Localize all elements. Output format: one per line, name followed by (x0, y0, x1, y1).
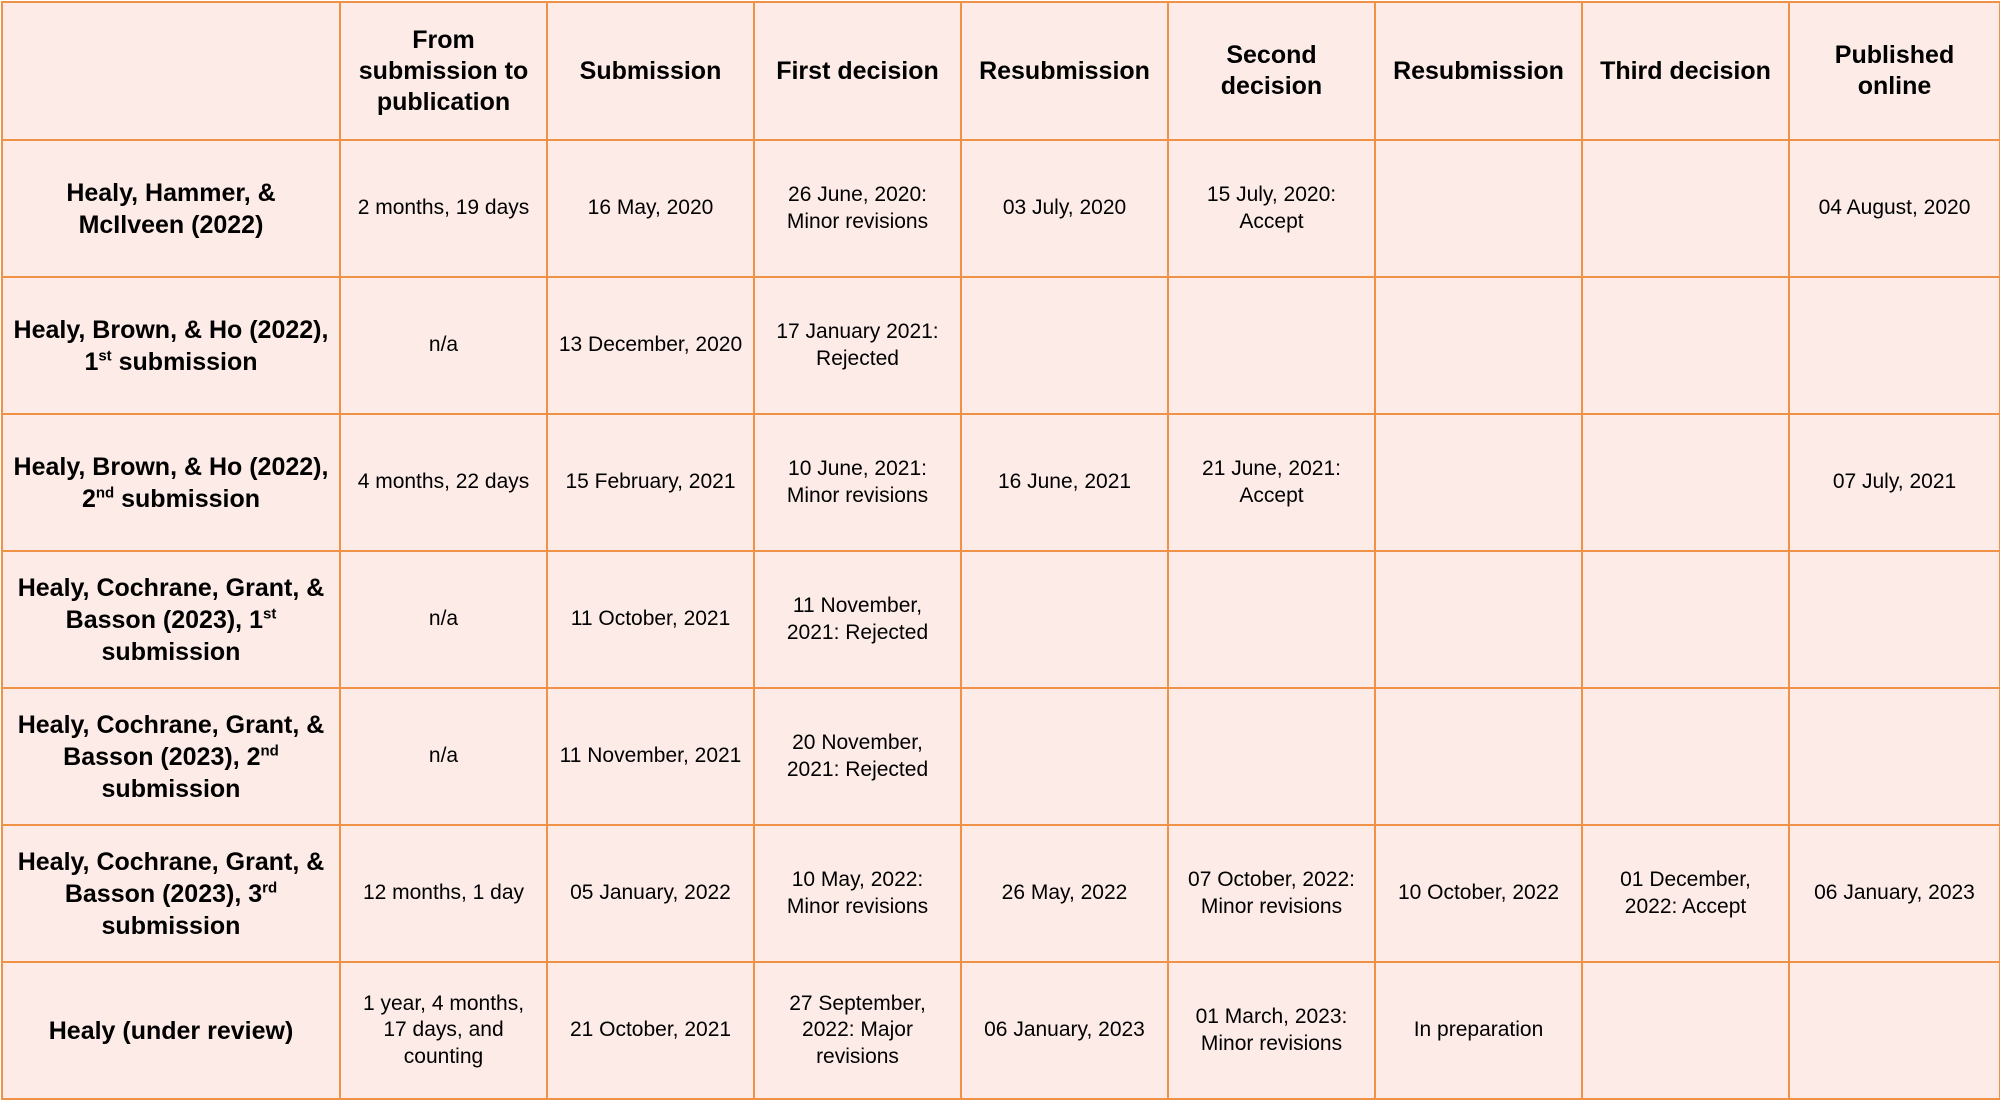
row-label-text: Healy, Brown, & Ho (2022), 1 (13, 315, 329, 376)
table-cell (1375, 414, 1582, 551)
row-label-tail: submission (114, 484, 261, 513)
table-cell: 01 March, 2023: Minor revisions (1168, 962, 1375, 1099)
header-cell-first-decision: First decision (754, 2, 961, 140)
table-cell: 11 November, 2021 (547, 688, 754, 825)
table-cell: 12 months, 1 day (340, 825, 547, 962)
table-row (2, 688, 2000, 825)
row-label-tail: submission (101, 911, 241, 940)
table-cell (1582, 414, 1789, 551)
table-cell: 26 May, 2022 (961, 825, 1168, 962)
row-label-text: Healy, Brown, & Ho (2022), 2 (13, 452, 329, 513)
table-cell: 06 January, 2023 (1789, 825, 2000, 962)
table-cell (1168, 277, 1375, 414)
table-row (2, 140, 2000, 277)
row-label-tail: submission (101, 637, 241, 666)
table-cell: 16 May, 2020 (547, 140, 754, 277)
row-label-ordinal: nd (260, 742, 279, 760)
header-cell-submission: Submission (547, 2, 754, 140)
table-cell: n/a (340, 551, 547, 688)
header-cell-resubmission: Resubmission (961, 2, 1168, 140)
table-cell (1375, 277, 1582, 414)
table-cell (1375, 140, 1582, 277)
table-cell (961, 688, 1168, 825)
table-cell (961, 551, 1168, 688)
row-label-ordinal: st (98, 347, 112, 365)
table-cell (1789, 688, 2000, 825)
table-cell: 11 November, 2021: Rejected (754, 551, 961, 688)
table-cell: 15 July, 2020: Accept (1168, 140, 1375, 277)
row-label-text: Healy, Cochrane, Grant, & Basson (2023), 2 (17, 710, 325, 771)
table-cell: 1 year, 4 months, 17 days, and counting (340, 962, 547, 1099)
table-cell (961, 277, 1168, 414)
row-label-cell (2, 825, 340, 962)
table-cell (1582, 140, 1789, 277)
table-cell: 4 months, 22 days (340, 414, 547, 551)
row-label-ordinal: rd (262, 879, 278, 897)
row-label-tail: submission (111, 347, 258, 376)
table-cell: 15 February, 2021 (547, 414, 754, 551)
table-cell (1789, 277, 2000, 414)
table-cell (1582, 551, 1789, 688)
row-label-ordinal: nd (95, 484, 115, 502)
table-cell: 05 January, 2022 (547, 825, 754, 962)
table-cell (1375, 688, 1582, 825)
submission-timeline-table (1, 1, 2000, 1100)
table-cell: 2 months, 19 days (340, 140, 547, 277)
table-row (2, 414, 2000, 551)
table-cell (1789, 551, 2000, 688)
row-label-ordinal: st (262, 605, 277, 623)
table-cell: 21 June, 2021: Accept (1168, 414, 1375, 551)
table-cell: 01 December, 2022: Accept (1582, 825, 1789, 962)
table-cell: 26 June, 2020: Minor revisions (754, 140, 961, 277)
header-cell-empty (2, 2, 340, 140)
table-cell: n/a (340, 688, 547, 825)
row-label-cell (2, 414, 340, 551)
header-cell-second-decision: Second decision (1168, 2, 1375, 140)
table-cell: 04 August, 2020 (1789, 140, 2000, 277)
row-label-cell (2, 551, 340, 688)
table-cell: 27 September, 2022: Major revisions (754, 962, 961, 1099)
header-cell-third-decision: Third decision (1582, 2, 1789, 140)
table-cell: 07 July, 2021 (1789, 414, 2000, 551)
table-row (2, 277, 2000, 414)
row-label-cell (2, 962, 340, 1099)
table-cell: 10 June, 2021: Minor revisions (754, 414, 961, 551)
header-cell-published-online: Published online (1789, 2, 2000, 140)
row-label-text: Healy (under review) (48, 1016, 294, 1045)
table-cell: 07 October, 2022: Minor revisions (1168, 825, 1375, 962)
table-cell: 10 October, 2022 (1375, 825, 1582, 962)
row-label-cell (2, 277, 340, 414)
table-cell: In preparation (1375, 962, 1582, 1099)
table-row (2, 825, 2000, 962)
row-label-cell (2, 688, 340, 825)
table-cell: 11 October, 2021 (547, 551, 754, 688)
row-label-text: Healy, Cochrane, Grant, & Basson (2023), 3 (17, 847, 325, 908)
table-cell: 20 November, 2021: Rejected (754, 688, 961, 825)
table-cell (1375, 551, 1582, 688)
table-cell (1582, 688, 1789, 825)
table-cell (1168, 551, 1375, 688)
table-cell (1789, 962, 2000, 1099)
table-row (2, 551, 2000, 688)
table-cell (1168, 688, 1375, 825)
table-cell (1582, 277, 1789, 414)
table-cell: 17 January 2021: Rejected (754, 277, 961, 414)
header-cell-duration: From submission to publication (340, 2, 547, 140)
table-cell: 21 October, 2021 (547, 962, 754, 1099)
row-label-tail: submission (101, 774, 241, 803)
table-cell: 03 July, 2020 (961, 140, 1168, 277)
row-label-cell (2, 140, 340, 277)
table-cell: n/a (340, 277, 547, 414)
table-cell: 10 May, 2022: Minor revisions (754, 825, 961, 962)
row-label-text: Healy, Cochrane, Grant, & Basson (2023), 1 (17, 573, 325, 634)
table-cell: 06 January, 2023 (961, 962, 1168, 1099)
table-cell: 16 June, 2021 (961, 414, 1168, 551)
table-cell: 13 December, 2020 (547, 277, 754, 414)
header-row (2, 2, 2000, 140)
table-row (2, 962, 2000, 1099)
row-label-text: Healy, Hammer, & McIlveen (2022) (66, 178, 276, 239)
header-cell-resubmission-2: Resubmission (1375, 2, 1582, 140)
table-cell (1582, 962, 1789, 1099)
